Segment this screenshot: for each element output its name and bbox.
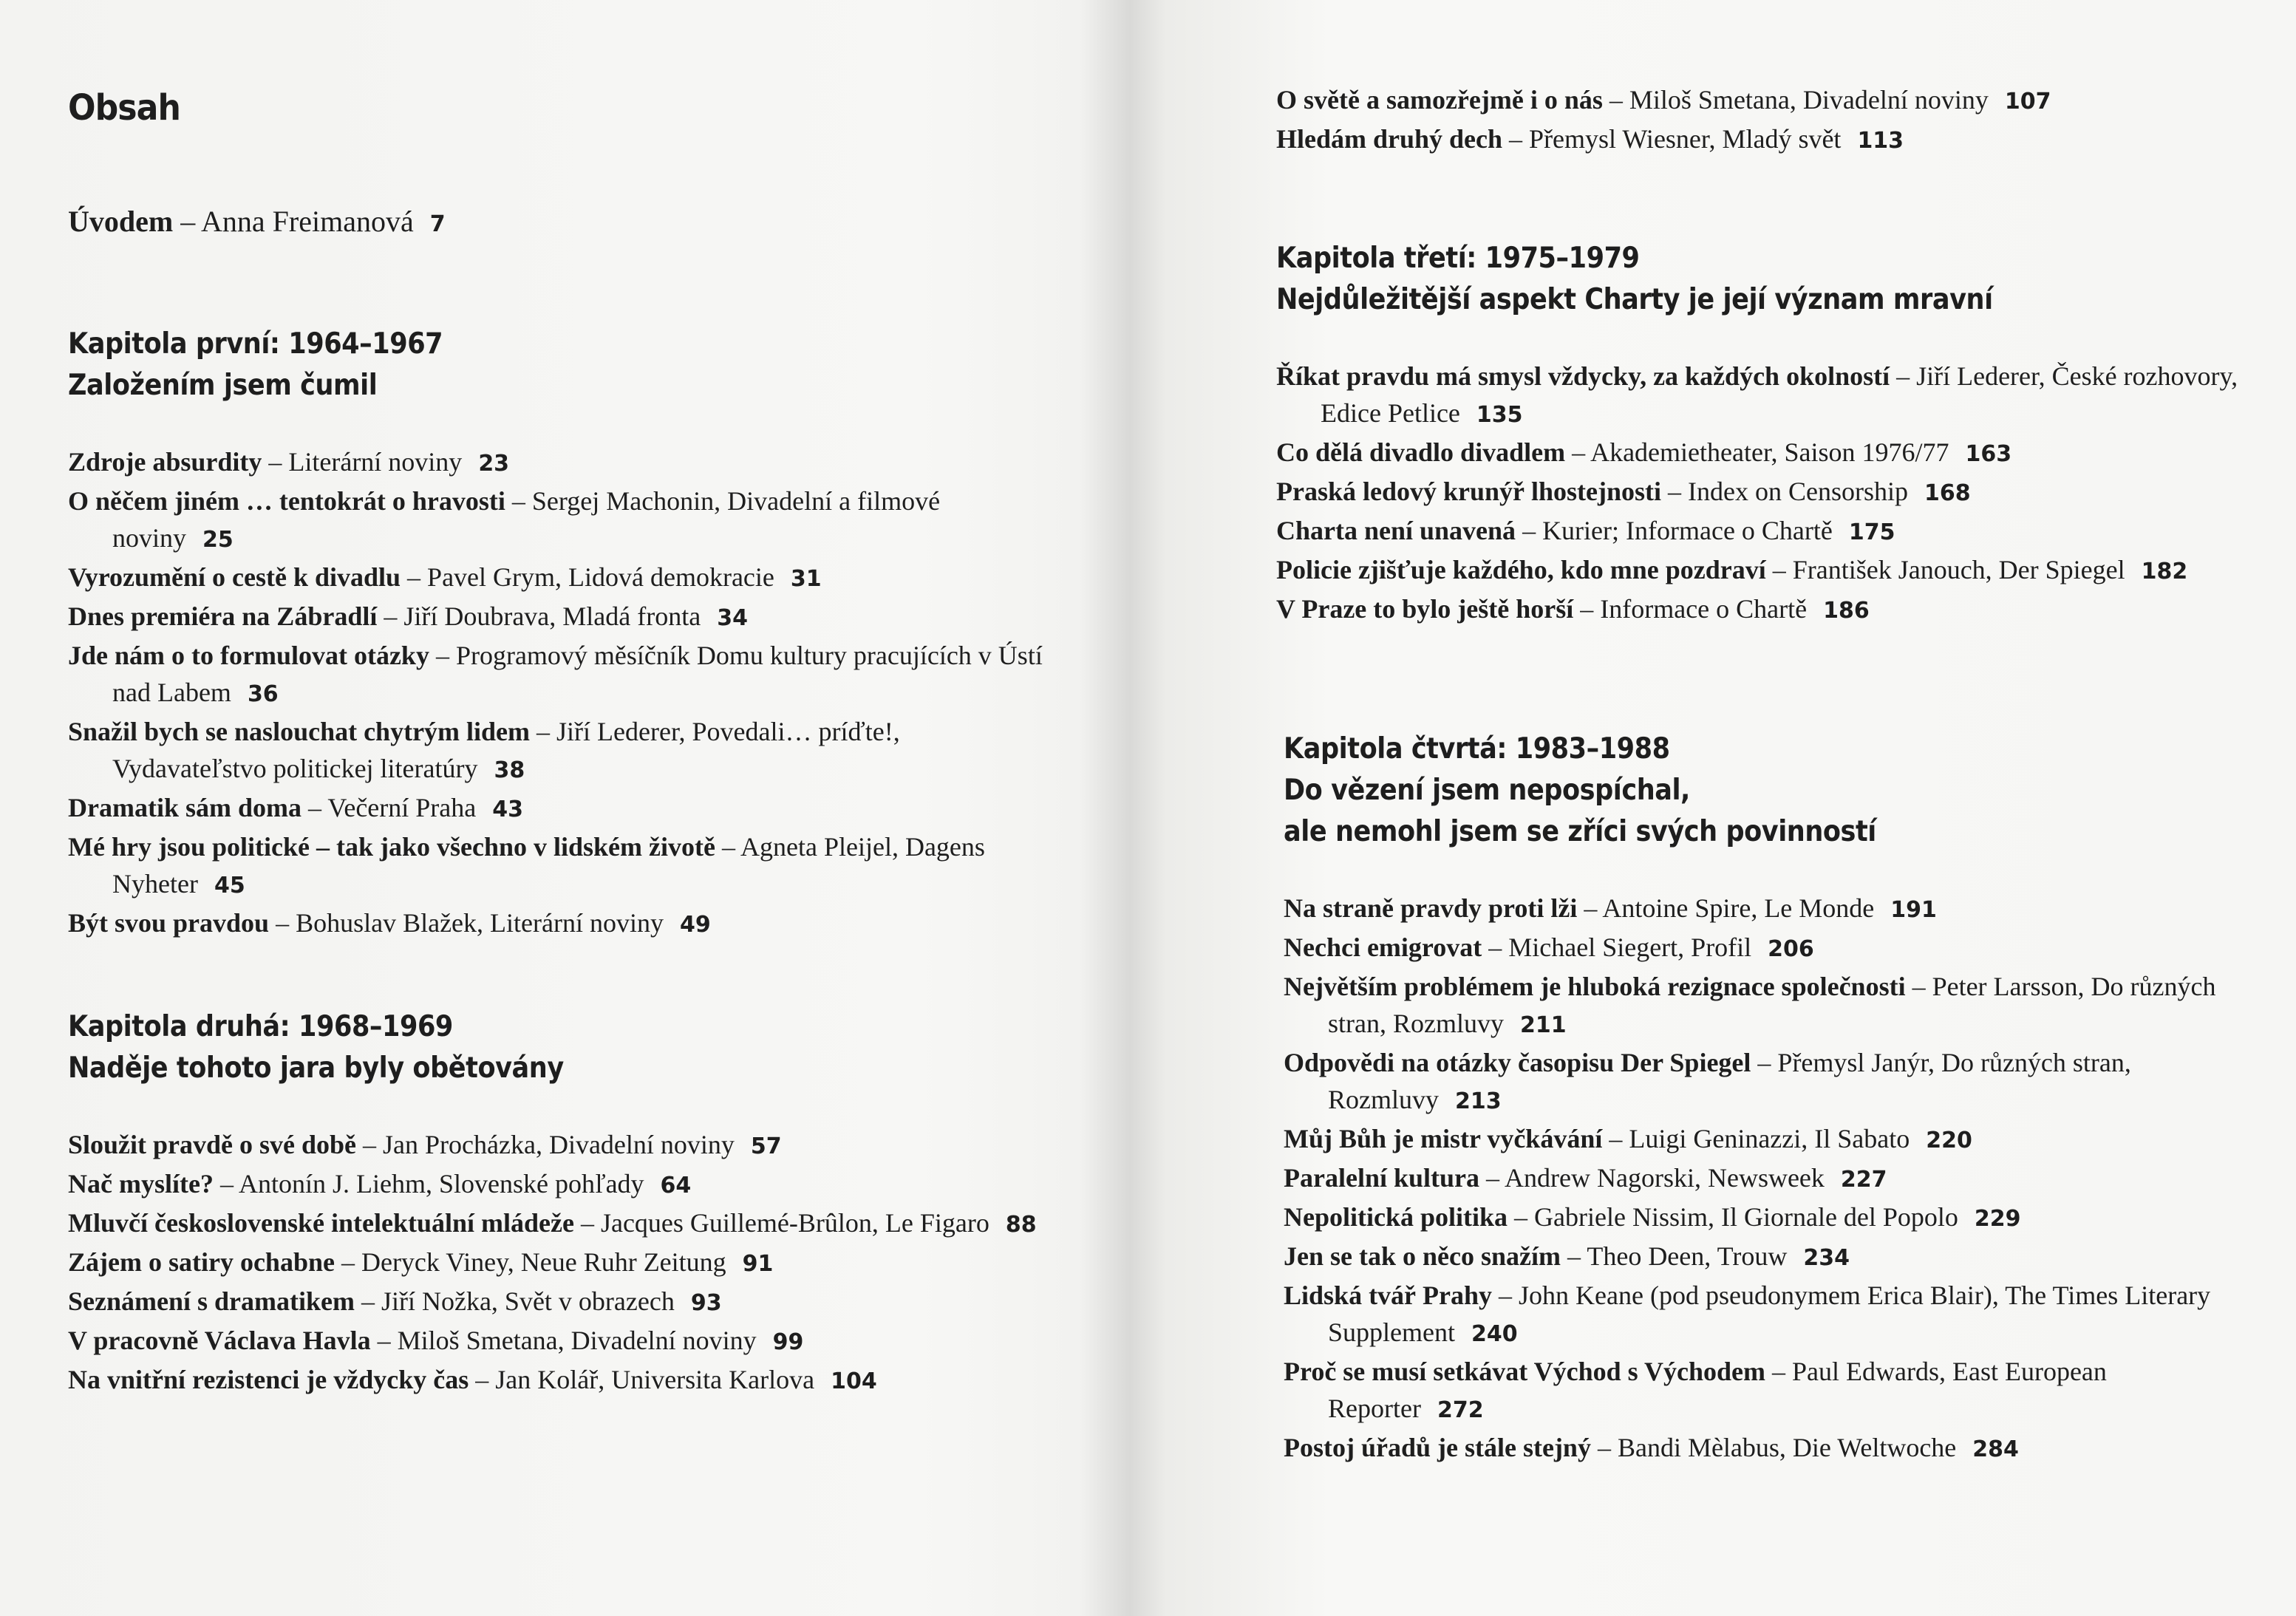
chapter-heading: Kapitola čtvrtá: 1983–1988 Do vězení jsem nepospíchal, ale nemohl jsem se zříci svých povinností: [1284, 732, 1876, 848]
entry-source: – Jiří Nožka, Svět v obrazech: [355, 1286, 675, 1316]
toc-entry: [68, 1165, 1043, 1204]
chapter-heading: Kapitola druhá: 1968–1969 Naděje tohoto jara byly obětovány: [68, 1010, 564, 1085]
entry-page: 7: [429, 211, 446, 237]
entry-title: Jde nám o to formulovat otázky: [68, 641, 429, 670]
entry-title: Úvodem: [68, 205, 174, 238]
entry-page: 234: [1803, 1245, 1850, 1271]
entry-title: Zdroje absurdity: [68, 447, 262, 477]
toc-entry: [68, 1283, 1043, 1322]
entry-title: Dramatik sám doma: [68, 793, 302, 822]
entry-page: 57: [750, 1133, 782, 1159]
entry-page: 36: [247, 681, 279, 707]
entry-page: 99: [772, 1329, 804, 1355]
entry-title: Na straně pravdy proti lži: [1284, 893, 1578, 923]
chapter-3: [1276, 238, 2252, 630]
entry-title: Snažil bych se naslouchat chytrým lidem: [68, 717, 531, 746]
toc-entry: [1276, 473, 2252, 512]
entry-title: Postoj úřadů je stále stejný: [1284, 1433, 1591, 1462]
entry-page: 272: [1437, 1397, 1484, 1423]
entry-source: – Bandi Mèlabus, Die Weltwoche: [1591, 1433, 1956, 1462]
toc-entry: [68, 1361, 1043, 1400]
toc-entry: [1284, 1159, 2259, 1199]
entry-source: – Jiří Lederer, Povedali… príďte!, Vydavateľstvo politickej literatúry: [112, 717, 900, 783]
entry-page: 45: [214, 873, 245, 899]
entry-title: Vyrozumění o cestě k divadlu: [68, 562, 401, 592]
entry-page: 25: [202, 527, 234, 553]
entry-title: Paralelní kultura: [1284, 1163, 1480, 1193]
entry-title: Říkat pravdu má smysl vždycky, za každých okolností: [1276, 361, 1890, 391]
entry-title: Na vnitřní rezistenci je vždycky čas: [68, 1365, 469, 1394]
toc-entry: [68, 637, 1043, 713]
entry-page: 135: [1476, 402, 1523, 428]
entry-source: – Gabriele Nissim, Il Giornale del Popolo: [1508, 1202, 1958, 1232]
entry-source: – Informace o Chartě: [1573, 594, 1807, 624]
chapter-entries: [1276, 358, 2252, 630]
chapter-entries: [1276, 81, 2252, 160]
entry-source: – Andrew Nagorski, Newsweek: [1479, 1163, 1825, 1193]
entry-page: 240: [1471, 1321, 1518, 1347]
toc-entry: [1284, 1429, 2259, 1468]
chapter-2: [68, 1006, 1043, 1400]
entry-page: 93: [690, 1290, 722, 1316]
toc-entry: [68, 559, 1043, 598]
toc-entry: [1276, 120, 2252, 160]
right-page: [1154, 0, 2296, 1616]
entry-source: – Večerní Praha: [302, 793, 476, 822]
entry-source: – Jan Kolář, Universita Karlova: [469, 1365, 814, 1394]
entry-page: 31: [790, 566, 822, 592]
entry-title: Hledám druhý dech: [1276, 124, 1503, 154]
entry-title: Nechci emigrovat: [1284, 933, 1482, 962]
entry-source: – Deryck Viney, Neue Ruhr Zeitung: [335, 1247, 726, 1277]
entry-source: – František Janouch, Der Spiegel: [1766, 555, 2125, 584]
entry-page: 229: [1974, 1206, 2021, 1232]
toc-entry: [68, 828, 1043, 904]
entry-source: – Michael Siegert, Profil: [1482, 933, 1751, 962]
toc-entry: [1284, 1277, 2259, 1353]
entry-title: Největším problémem je hluboká rezignace společnosti: [1284, 972, 1906, 1001]
entry-page: 23: [478, 451, 510, 477]
chapter-1: [68, 324, 1043, 944]
entry-source: – John Keane (pod pseudonymem Erica Blair), The Times Literary Supplement: [1328, 1281, 2210, 1347]
entry-title: Mluvčí československé intelektuální mládeže: [68, 1208, 574, 1238]
entry-page: 191: [1890, 897, 1937, 923]
toc-entry: [1276, 81, 2252, 120]
entry-source: – Jiří Lederer, České rozhovory, Edice Petlice: [1321, 361, 2238, 428]
toc-title: Obsah: [68, 87, 181, 129]
entry-title: Co dělá divadlo divadlem: [1276, 437, 1566, 467]
toc-entry: [1284, 1044, 2259, 1120]
entry-page: 49: [679, 912, 711, 938]
left-page: [0, 0, 1142, 1616]
toc-entry: [1276, 551, 2252, 590]
entry-page: 206: [1768, 936, 1814, 962]
toc-entry: [1284, 1353, 2259, 1429]
entry-title: O světě a samozřejmě i o nás: [1276, 85, 1603, 115]
entry-page: 113: [1857, 128, 1904, 154]
entry-title: V Praze to bylo ještě horší: [1276, 594, 1574, 624]
entry-source: – Agneta Pleijel, Dagens Nyheter: [112, 832, 985, 899]
intro-entry: [68, 204, 446, 239]
toc-entry: [1284, 1238, 2259, 1277]
entry-source: – Přemysl Janýr, Do různých stran, Rozmluvy: [1328, 1048, 2131, 1114]
entry-title: Odpovědi na otázky časopisu Der Spiegel: [1284, 1048, 1751, 1077]
entry-source: – Pavel Grym, Lidová demokracie: [401, 562, 774, 592]
entry-source: – Jan Procházka, Divadelní noviny: [356, 1130, 735, 1159]
chapter-entries: [68, 1126, 1043, 1400]
entry-title: Můj Bůh je mistr vyčkávání: [1284, 1124, 1603, 1153]
entry-source: – Antonín J. Liehm, Slovenské pohľady: [214, 1169, 644, 1199]
entry-title: Mé hry jsou politické – tak jako všechno v lidském životě: [68, 832, 715, 862]
toc-entry: [68, 1204, 1043, 1244]
entry-title: Praská ledový krunýř lhostejnosti: [1276, 477, 1662, 506]
entry-source: – Akademietheater, Saison 1976/77: [1565, 437, 1949, 467]
toc-entry: [68, 789, 1043, 828]
entry-title: Zájem o satiry ochabne: [68, 1247, 335, 1277]
entry-page: 104: [831, 1368, 877, 1394]
toc-entry: [68, 443, 1043, 483]
entry-source: – Jacques Guillemé-Brûlon, Le Figaro: [574, 1208, 989, 1238]
continued-entries: [1276, 81, 2252, 160]
entry-title: Charta není unavená: [1276, 516, 1516, 545]
toc-entry: [68, 483, 1043, 559]
entry-title: V pracovně Václava Havla: [68, 1326, 371, 1355]
entry-page: 38: [494, 757, 525, 783]
entry-title: Seznámení s dramatikem: [68, 1286, 355, 1316]
entry-page: 211: [1519, 1012, 1567, 1038]
entry-source: – Miloš Smetana, Divadelní noviny: [371, 1326, 757, 1355]
chapter-entries: [1284, 890, 2259, 1468]
toc-entry: [1284, 929, 2259, 968]
toc-entry: [68, 1126, 1043, 1165]
entry-title: Dnes premiéra na Zábradlí: [68, 601, 378, 631]
chapter-heading: Kapitola první: 1964–1967 Založením jsem čumil: [68, 327, 443, 402]
entry-source: – Programový měsíčník Domu kultury pracujících v Ústí nad Labem: [112, 641, 1043, 707]
entry-title: Lidská tvář Prahy: [1284, 1281, 1493, 1310]
entry-source: – Kurier; Informace o Chartě: [1516, 516, 1833, 545]
entry-title: Jen se tak o něco snažím: [1284, 1241, 1561, 1271]
entry-title: Proč se musí setkávat Východ s Východem: [1284, 1357, 1766, 1386]
toc-entry: [1276, 590, 2252, 630]
entry-source: – Theo Deen, Trouw: [1561, 1241, 1787, 1271]
toc-entry: [68, 904, 1043, 944]
entry-page: 227: [1840, 1167, 1887, 1193]
toc-entry: [68, 1244, 1043, 1283]
entry-title: Být svou pravdou: [68, 908, 270, 938]
entry-page: 163: [1965, 441, 2012, 467]
entry-page: 34: [717, 605, 748, 631]
entry-title: Nepolitická politika: [1284, 1202, 1508, 1232]
entry-source: – Paul Edwards, East European Reporter: [1328, 1357, 2107, 1423]
toc-entry: [68, 598, 1043, 637]
entry-page: 88: [1005, 1212, 1037, 1238]
toc-entry: [1284, 968, 2259, 1044]
toc-entry: [1276, 434, 2252, 473]
toc-entry: [68, 1322, 1043, 1361]
toc-entry: [1284, 1120, 2259, 1159]
entry-page: 213: [1455, 1088, 1502, 1114]
toc-entry: [1284, 1199, 2259, 1238]
entry-source: – Sergej Machonin, Divadelní a filmové noviny: [112, 486, 940, 553]
entry-source: – Index on Censorship: [1661, 477, 1908, 506]
entry-title: Sloužit pravdě o své době: [68, 1130, 357, 1159]
entry-page: 91: [742, 1251, 774, 1277]
entry-page: 182: [2141, 559, 2188, 584]
toc-entry: [1276, 512, 2252, 551]
entry-page: 175: [1848, 519, 1895, 545]
entry-source: – Jiří Doubrava, Mladá fronta: [377, 601, 701, 631]
chapter-entries: [68, 443, 1043, 944]
entry-source: – Antoine Spire, Le Monde: [1577, 893, 1874, 923]
entry-page: 168: [1924, 480, 1971, 506]
entry-source: – Bohuslav Blažek, Literární noviny: [269, 908, 664, 938]
entry-title: O něčem jiném … tentokrát o hravosti: [68, 486, 505, 516]
toc-entry: [68, 713, 1043, 789]
entry-page: 107: [2004, 89, 2051, 115]
entry-page: 43: [492, 797, 523, 822]
entry-source: – Luigi Geninazzi, Il Sabato: [1602, 1124, 1910, 1153]
entry-source: – Peter Larsson, Do různých stran, Rozmluvy: [1328, 972, 2215, 1038]
entry-source: – Přemysl Wiesner, Mladý svět: [1502, 124, 1841, 154]
chapter-heading: Kapitola třetí: 1975–1979 Nejdůležitější aspekt Charty je její význam mravní: [1276, 242, 1993, 316]
entry-source: – Miloš Smetana, Divadelní noviny: [1603, 85, 1989, 115]
entry-source: – Anna Freimanová: [173, 205, 414, 238]
entry-source: – Literární noviny: [262, 447, 462, 477]
toc-entry: [1284, 890, 2259, 929]
entry-title: Nač myslíte?: [68, 1169, 214, 1199]
entry-page: 284: [1972, 1436, 2019, 1462]
toc-entry: [1276, 358, 2252, 434]
entry-title: Policie zjišťuje každého, kdo mne pozdraví: [1276, 555, 1766, 584]
entry-page: 186: [1823, 598, 1870, 624]
chapter-4: [1284, 729, 2259, 1468]
entry-page: 220: [1926, 1128, 1972, 1153]
entry-page: 64: [660, 1173, 692, 1199]
